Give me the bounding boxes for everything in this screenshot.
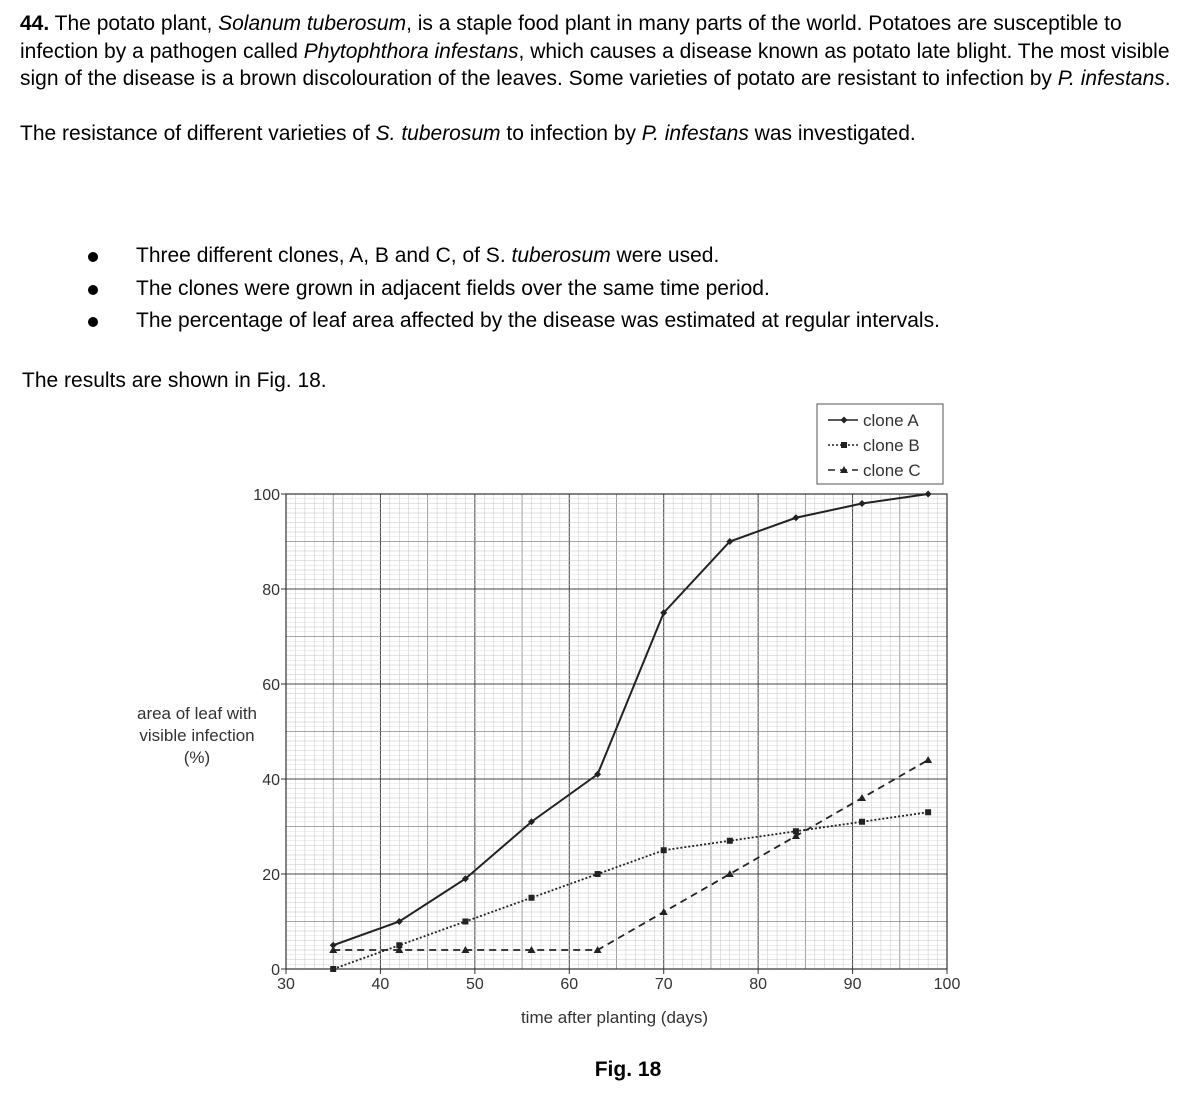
data-point	[925, 809, 931, 815]
series-clone-C	[329, 756, 932, 953]
x-axis-label: time after planting (days)	[520, 1008, 709, 1027]
data-point	[727, 838, 733, 844]
y-tick-label: 100	[253, 487, 280, 504]
data-point	[462, 919, 468, 925]
species-name-italic: Phytophthora infestans	[303, 39, 519, 63]
text-run: The clones were grown in adjacent fields over the same time period.	[136, 276, 770, 300]
results-sentence: The results are shown in Fig. 18.	[22, 369, 327, 392]
series-clone-B	[330, 809, 931, 972]
x-tick-label: 80	[749, 976, 768, 993]
x-tick-label: 30	[277, 976, 295, 993]
chart-legend	[817, 404, 943, 484]
series-clone-A	[330, 491, 932, 949]
question-number: 44.	[20, 12, 50, 35]
data-point	[661, 847, 667, 853]
data-point	[859, 819, 865, 825]
x-tick-label: 100	[933, 976, 961, 993]
text-run: was investigated.	[748, 121, 916, 145]
text-run: to infection by	[500, 121, 642, 145]
species-name-italic: P. infestans	[1057, 67, 1165, 90]
legend-label: clone B	[863, 436, 920, 455]
data-point	[595, 871, 601, 877]
data-point	[792, 514, 799, 521]
x-tick-label: 70	[654, 976, 673, 993]
data-point	[660, 908, 668, 915]
y-tick-label: 0	[271, 962, 280, 979]
x-tick-label: 90	[843, 976, 862, 993]
species-name-italic: P. infestans	[641, 121, 749, 145]
x-tick-label: 60	[560, 976, 579, 993]
text-run: The percentage of leaf area affected by the disease was estimated at regular intervals.	[136, 309, 940, 332]
data-point	[925, 491, 932, 498]
x-tick-label: 40	[371, 976, 390, 993]
y-tick-label: 80	[262, 582, 280, 599]
species-name-italic: Solanum tuberosum	[218, 12, 407, 35]
text-run: were used.	[610, 244, 720, 267]
text-run: , is a staple food plant in many parts of the world. Potatoes are susceptible to infection by a pathogen called	[20, 12, 1122, 63]
legend-label: clone C	[863, 461, 921, 480]
data-point	[594, 946, 602, 953]
text-run: .	[1164, 67, 1171, 90]
data-point	[859, 500, 866, 507]
data-point	[858, 794, 866, 801]
x-tick-label: 50	[465, 976, 484, 993]
y-axis-label-line: (%)	[183, 748, 211, 767]
chart-grid	[286, 494, 947, 969]
y-tick-label: 60	[262, 677, 280, 694]
y-axis-label-line: visible infection	[139, 726, 255, 745]
text-run: The resistance of different varieties of	[20, 121, 376, 145]
species-name-italic: tuberosum	[511, 244, 611, 267]
text-run: , which causes a disease known as potato late blight. The most visible sign of the disease is a brown discolouration of the leaves. Some varieties of potato are resistant to infection by	[20, 39, 1170, 90]
data-point	[924, 756, 932, 763]
legend-label: clone A	[863, 411, 919, 430]
y-axis-label-line: area of leaf with	[136, 704, 258, 723]
y-tick-label: 20	[262, 867, 280, 884]
data-point	[330, 966, 336, 972]
data-point	[529, 895, 535, 901]
series-line	[333, 494, 928, 945]
species-name-italic: S. tuberosum	[375, 121, 501, 145]
y-tick-label: 40	[262, 772, 280, 789]
text-run: Three different clones, A, B and C, of S.	[136, 244, 512, 267]
text-run: The potato plant,	[54, 12, 219, 35]
data-point	[841, 442, 847, 448]
figure-label: Fig. 18	[594, 1058, 662, 1081]
